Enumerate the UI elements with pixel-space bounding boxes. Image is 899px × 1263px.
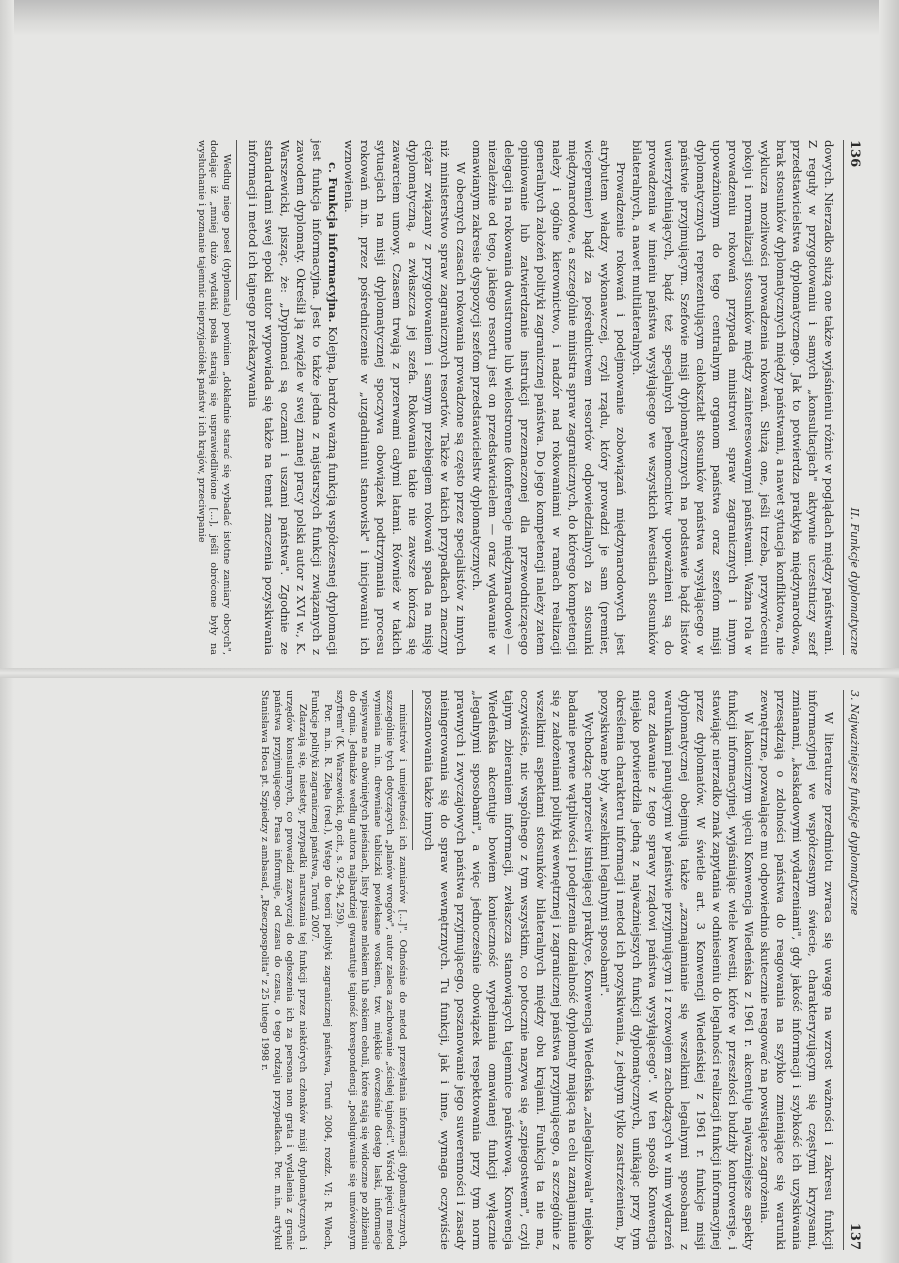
footnote: Por. m.in. R. Zięba (red.), Wstęp do teorii polityki zagranicznej państwa, Toruń 2004, rozdz. VI; R. Włoch, Funkcje polityki zagranicznej państwa, Toruń 2007. <box>309 690 333 1250</box>
paragraph: dowych. Nierzadko służą one także wyjaśnieniu różnic w poglądach między państwami. Z reguły w przygotowaniu i samych „konsultacjach" aktywnie uczestniczy szef przedstawicielstwa dyplomatycznego. Jak to potwierdza praktyka międzynarodowa, brak stosunków dyplomatycznych między państwami, a nawet sytuacja konfliktowa, nie wyklucza możliwości prowadzenia rokowań. Służą one, jeśli trzeba, przywróceniu pokoju i normalizacji stosunków między zainteresowanymi państwami. Ważna rola w prowadzeniu rokowań przypada ministrowi spraw zagranicznych i innym upoważnionym do tego centralnym organom państwa oraz szefom misji dyplomatycznych reprezentującym całokształt stosunków państwa wysyłającego w państwie przyjmującym. Szefowie misji dyplomatycznych na podstawie bądź listów uwierzytelniających, bądź też specjalnych pełnomocnictw upoważnieni są do prowadzenia w imieniu państwa wysyłającego we wszystkich kwestiach stosunków bilateralnych, a nawet multilateralnych. <box>630 140 836 655</box>
page-number: 136 <box>847 140 862 168</box>
section-label: c. Funkcja informacyjna. <box>326 162 340 323</box>
paragraph: Prowadzenie rokowań i podejmowanie zobowiązań międzynarodowych jest atrybutem władzy wykonawczej, czyli rządu, który prowadzi je sam (premier, wicepremier) bądź za pośrednictwem resortów odpowiedzialnych za stosunki międzynarodowe, a szczególnie ministra spraw zagranicznych, do którego kompetencji należy i ogólne kierownictwo, i nadzór nad rokowaniami w ramach realizacji generalnych założeń polityki zagranicznej państwa. Do jego kompetencji należy zatem opiniowanie lub zatwierdzanie instrukcji przeznaczonej dla przewodniczącego delegacji na rokowania dwustronne lub wielostronne (konferencje międzynarodowe) — niezależnie od tego, jakiego resortu jest on przedstawicielem — oraz wydawanie w omawianym zakresie dyspozycji szefom przedstawicielstw dyplomatycznych. <box>470 140 628 655</box>
running-title: II. Funkcje dyplomatyczne <box>848 507 861 655</box>
section-text: Kolejną, bardzo ważną funkcją współczesnej dyplomacji jest funkcja informacyjna. Jest to także jedna z najstarszych funkcji związanych z zawodem dyplomaty. Określił ją zwięźle w swej znanej pracy polski autor z XVI w., K. Warszewicki, pisząc, że: „Dyplomaci są oczami i uszami państwa". Zgodnie ze standardami swej epoki autor wypowiada się także na temat znaczenia pozyskiwania informacji i metod ich tajnego przekazywania <box>246 140 340 655</box>
page-number: 137 <box>847 1222 862 1250</box>
section-paragraph <box>245 140 341 655</box>
paragraph: W obecnych czasach rokowania prowadzone są często przez specjalistów z innych niż ministerstwo spraw zagranicznych resortów. Także w takich przypadkach znaczny ciężar związany z przygotowaniem i samym przebiegiem rokowań spada na misję dyplomatyczną, a zwłaszcza jej szefa. Rokowania takie nie zawsze kończą się zawarciem umowy. Czasem trwają z przerwami całymi latami. Również w takich sytuacjach na misji dyplomatycznej spoczywa obowiązek podtrzymania procesu rokowań m.in. przez pośredniczenie w „uzgadnianiu stanowisk" i inicjowaniu ich wznowienia. <box>342 140 468 655</box>
running-header <box>843 690 862 1250</box>
book-gutter <box>0 668 899 678</box>
footnote-rule <box>412 690 413 850</box>
scan-edge-right <box>879 0 899 1263</box>
running-title: 3. Najważniejsze funkcje dyplomatyczne <box>848 690 861 916</box>
scan-edge-left <box>0 0 14 1263</box>
footnote: Zdarzają się, niestety, przypadki naruszania tej funkcji przez niektórych członków misji dyplomatycznych i urzędów konsularnych, co prowadzi zazwyczaj do ogłoszenia ich za persona non grata i wydalenia z granic państwa przyjmującego. Prasa informuje, od czasu do czasu, o tego rodzaju przypadkach. Por. m.in. artykuł Stanisława Hoca pt. Szpiedzy z ambasad, „Rzeczpospolita" z 25 lutego 1998 r. <box>259 690 308 1250</box>
footnote: Według niego poseł (dyplomata) powinien „dokładnie starać się wybadać istotne zamiary obcych", dodając iż „mniej dużo wydatki posła starają się usprawiedliwione [...], jeśli obrócone były na wysłuchanie i poznanie tajemnic nieprzyjaciółek państw i ich krajów, przeciwpanie <box>196 140 232 655</box>
paragraph: W lakonicznym ujęciu Konwencja Wiedeńska z 1961 r. akcentuje najważniejsze aspekty funkcji informacyjnej, wyjaśniając wiele kwestii, które w przeszłości budziły kontrowersje, i stawiając nierzadko znak zapytania w odniesieniu do legalności realizacji funkcji informacyjnej przez dyplomatów. W świetle art. 3 Konwencji Wiedeńskiej z 1961 r. funkcje misji dyplomatycznej obejmują także „zaznajamianie się wszelkimi legalnymi sposobami z warunkami panującymi w państwie przyjmującym i z rozwojem zachodzących w nim wydarzeń oraz zdawanie z tego sprawy rządowi państwa wysyłającego". W ten sposób Konwencja niejako potwierdziła jedną z najważniejszych funkcji dyplomatycznych, unikając przy tym określenia charakteru informacji i metod ich pozyskiwania, z jednym tylko zastrzeżeniem, by pozyskiwane były „wszelkimi legalnymi sposobami". <box>598 690 756 1250</box>
running-header <box>843 140 862 655</box>
paragraph: Wychodząc naprzeciw istniejącej praktyce, Konwencja Wiedeńska „zalegalizowała" niejako badanie pewne wątpliwości i podejrzenia działalność dyplomaty mającą na celu zaznajamianie się z założeniami polityki wewnętrznej i zagranicznej państwa przyjmującego, a szczególnie z wszelkimi aspektami stosunków bilateralnych między obu krajami. Funkcja ta nie ma, oczywiście, nic wspólnego z tym wszystkim, co potocznie nazywa się „szpiegostwem", czyli tajnym zbieraniem informacji, zwłaszcza stanowiących tajemnice państwową. Konwencja Wiedeńska akcentuje bowiem konieczność wypełniania omawianej funkcji wyłącznie „legalnymi sposobami", a więc jednocześnie obowiązek respektowania przy tym norm prawnych i zwyczajowych państwa przyjmującego, poszanowanie jego suwerenności i zasady nieingerowania się do spraw wewnętrznych. Tu funkcji, jak i inne, wymaga oczywiście poszanowania także innych <box>422 690 596 1250</box>
footnote-rule <box>236 140 237 300</box>
paragraph: W literaturze przedmiotu zwraca się uwagę na wzrost ważności i zakresu funkcji informacyjnej we współczesnym świecie, charakteryzującym się częstymi kryzysami, zmianami, „kaskadowymi wydarzeniami", gdy jakość informacji i szybkość ich uzyskiwania przesądzają o zdolności państwa do reagowania na szybko zmieniające się warunki zewnętrzne, pozwalające mu odpowiednio skutecznie reagować na powstające zagrożenia. <box>758 690 836 1250</box>
footnote: ministrów i umiejętności ich zamiarów [...]". Odnośnie do metod przesyłania informacji dyplomatycznych, szczególnie tych dotyczących „planów wrogów", autor zaleca zachowanie „ścisłej tajności". Wśród pięciu metod wymienia m.in. drewniane tabliczki powlekane woskiem, tzw. miękkie ówcześnie dostęp laski, informacje wpisywane na obwiniętych pieśniach, listy pisane mlekiem lub sokiem cebuli, które stają się widoczne po zbliżeniu do ognia. Jednakże według autora najbardziej gwarantuje tajność korespondencji „posługiwanie się umówionym szyfrem" (K. Warszewicki, op.cit., s. 92–94, 259). <box>334 690 408 1250</box>
scan-edge-top <box>0 0 899 36</box>
